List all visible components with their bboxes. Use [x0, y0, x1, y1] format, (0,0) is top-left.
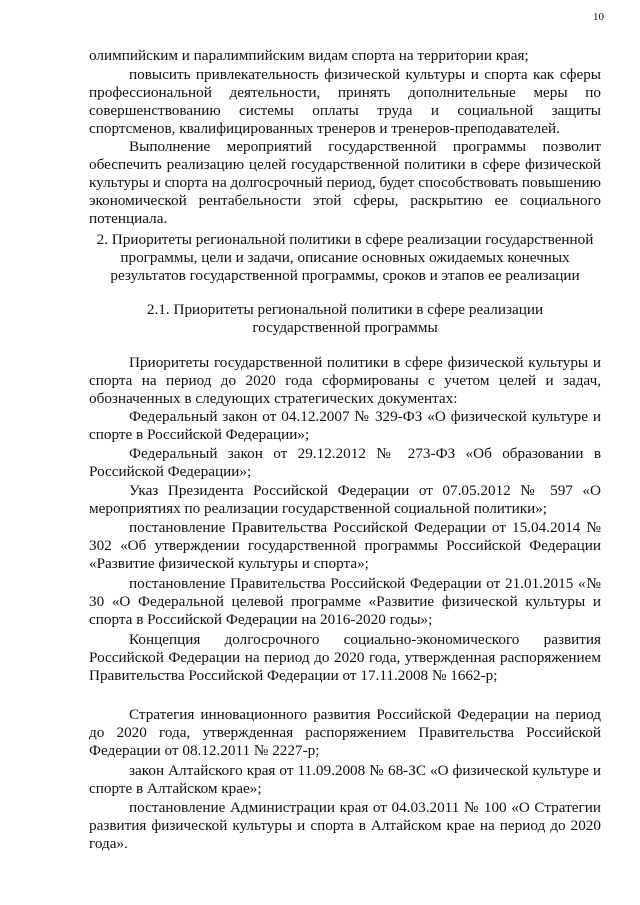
- intro-line: олимпийским и паралимпийским видам спорта на территории края;: [89, 47, 529, 64]
- intro-paragraph-continuation: [89, 47, 601, 65]
- document-item: [89, 519, 601, 573]
- intro-paragraph-implementation: [89, 138, 601, 228]
- paragraph-text: постановление Администрации края от 04.03.2011 № 100 «О Стратегии развития физической культуры и спорта в Алтайском крае на период до 2020 года».: [89, 799, 601, 852]
- paragraph-text: Указ Президента Российской Федерации от 07.05.2012 № 597 «О мероприятиях по реализации государственной социальной политики»;: [89, 482, 601, 517]
- paragraph-text: постановление Правительства Российской Федерации от 15.04.2014 № 302 «Об утверждении государственной программы Российской Федерации «Развитие физической культуры и спорта»;: [89, 519, 601, 572]
- paragraph-text: Федеральный закон от 29.12.2012 № 273-ФЗ «Об образовании в Российской Федерации»;: [89, 445, 601, 480]
- paragraph-text: постановление Правительства Российской Федерации от 21.01.2015 «№ 30 «О Федеральной целевой программе «Развитие физической культуры и спорта в Российской Федерации на 2016-2020 годы»;: [89, 575, 601, 628]
- document-item: [89, 408, 601, 444]
- document-item: [89, 445, 601, 481]
- intro-text: Выполнение мероприятий государственной программы позволит обеспечить реализацию целей государственной политики в сфере физической культуры и спорта на долгосрочный период, будет способствовать повышению экономической рентабельности этой сферы, раскрытию ее социального потенциала.: [89, 138, 601, 227]
- priorities-intro-paragraph: [89, 354, 601, 408]
- subsection-heading: 2.1. Приоритеты региональной политики в сфере реализации государственной программы: [146, 301, 544, 336]
- document-item: [89, 706, 601, 760]
- document-item: [89, 575, 601, 629]
- document-item: [89, 762, 601, 798]
- document-item: [89, 631, 601, 685]
- section-heading: 2. Приоритеты региональной политики в сфере реализации государственной программы, цели и задачи, описание основных ожидаемых конечных результатов государственной программы, сроков и этапов ее реализации: [96, 231, 594, 284]
- intro-text: повысить привлекательность физической культуры и спорта как сферы профессиональной деятельности, принять дополнительные меры по совершенствованию системы оплаты труда и социальной защиты спортсменов, квалифицированных тренеров и тренеров-преподавателей.: [89, 66, 601, 137]
- intro-paragraph-attractiveness: [89, 66, 601, 138]
- paragraph-text: закон Алтайского края от 11.09.2008 № 68-ЗС «О физической культуре и спорте в Алтайском крае»;: [89, 762, 601, 797]
- paragraph-text: Стратегия инновационного развития Российской Федерации на период до 2020 года, утвержденная распоряжением Правительства Российской Федерации от 08.12.2011 № 2227-р;: [89, 706, 601, 759]
- paragraph-text: Федеральный закон от 04.12.2007 № 329-ФЗ «О физической культуре и спорте в Российской Федерации»;: [89, 408, 601, 443]
- document-item: [89, 482, 601, 518]
- page-number: 10: [593, 11, 604, 23]
- document-item: [89, 799, 601, 853]
- paragraph-text: Приоритеты государственной политики в сфере физической культуры и спорта на период до 2020 года сформированы с учетом целей и задач, обозначенных в следующих стратегических документах:: [89, 354, 601, 407]
- paragraph-text: Концепция долгосрочного социально-экономического развития Российской Федерации на период до 2020 года, утвержденная распоряжением Правительства Российской Федерации от 17.11.2008 № 1662-р;: [89, 631, 601, 684]
